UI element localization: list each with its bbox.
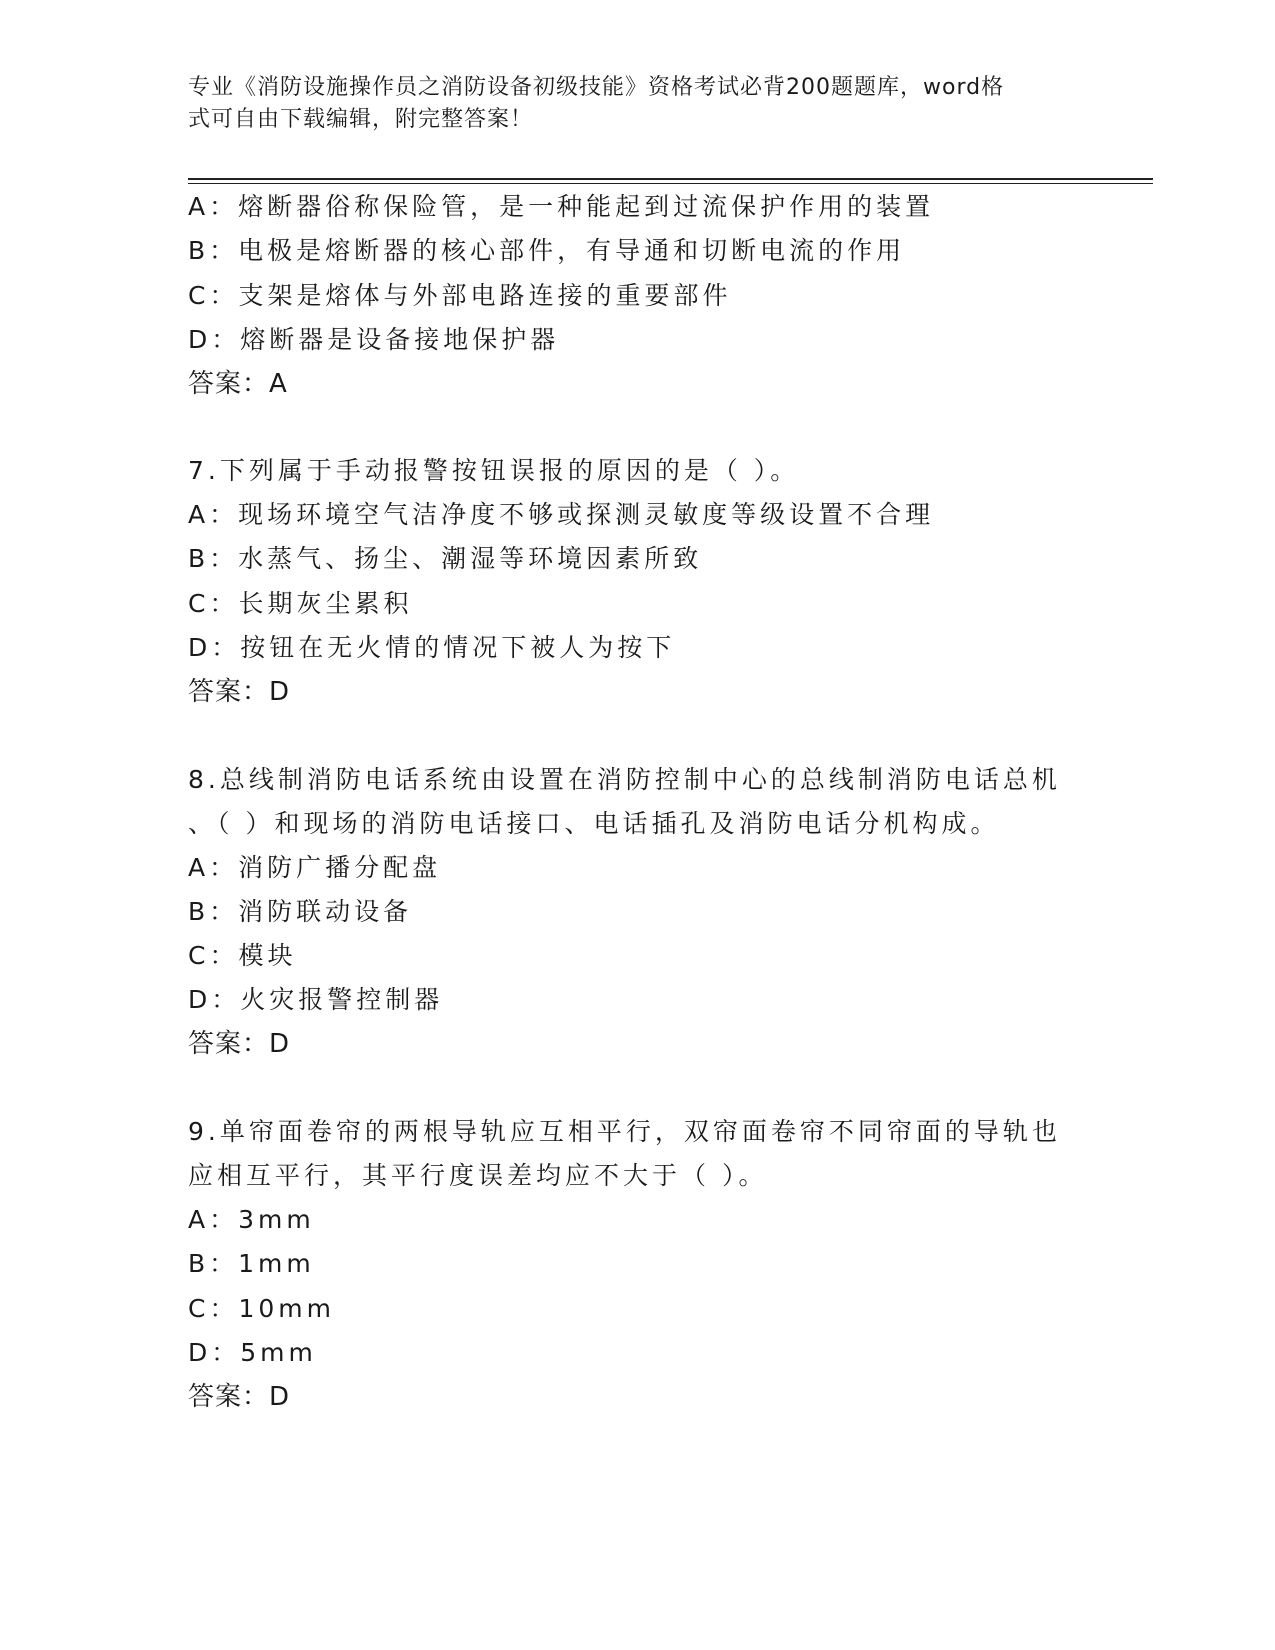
- q7-option-b: B：水蒸气、扬尘、潮湿等环境因素所致: [188, 544, 703, 573]
- q6-answer: 答案：A: [188, 369, 288, 399]
- header-line-2: 式可自由下载编辑，附完整答案！: [188, 107, 534, 132]
- q8-option-c: C：模块: [188, 941, 297, 970]
- q8-question-line-1: 8.总线制消防电话系统由设置在消防控制中心的总线制消防电话总机: [188, 765, 1061, 794]
- q9-question-line-2: 应相互平行，其平行度误差均应不大于（ ）。: [188, 1161, 768, 1190]
- q6-option-b: B：电极是熔断器的核心部件，有导通和切断电流的作用: [188, 236, 906, 265]
- header-line-1: 专业《消防设施操作员之消防设备初级技能》资格考试必背200题题库，word格: [188, 75, 1005, 100]
- q8-question-line-2: 、（ ）和现场的消防电话接口、电话插孔及消防电话分机构成。: [188, 809, 1000, 838]
- q8-option-a: A：消防广播分配盘: [188, 853, 442, 882]
- header-divider-thick: [188, 178, 1153, 180]
- header-divider-thin: [188, 183, 1153, 184]
- q8-answer: 答案：D: [188, 1029, 291, 1059]
- q8-option-b: B：消防联动设备: [188, 897, 413, 926]
- q7-question: 7.下列属于手动报警按钮误报的原因的是（ ）。: [188, 456, 800, 485]
- q9-answer: 答案：D: [188, 1382, 291, 1412]
- q7-option-d: D：按钮在无火情的情况下被人为按下: [188, 633, 676, 662]
- q9-option-c: C：10mm: [188, 1294, 335, 1323]
- q9-option-b: B：1mm: [188, 1249, 315, 1278]
- q7-answer: 答案：D: [188, 677, 291, 707]
- q9-option-a: A：3mm: [188, 1205, 315, 1234]
- q6-option-d: D：熔断器是设备接地保护器: [188, 325, 560, 354]
- q9-option-d: D：5mm: [188, 1338, 317, 1367]
- q9-question-line-1: 9.单帘面卷帘的两根导轨应互相平行，双帘面卷帘不同帘面的导轨也: [188, 1117, 1061, 1146]
- q6-option-c: C：支架是熔体与外部电路连接的重要部件: [188, 281, 732, 310]
- q7-option-a: A：现场环境空气洁净度不够或探测灵敏度等级设置不合理: [188, 500, 935, 529]
- q7-option-c: C：长期灰尘累积: [188, 589, 413, 618]
- q8-option-d: D：火灾报警控制器: [188, 985, 444, 1014]
- q6-option-a: A：熔断器俗称保险管，是一种能起到过流保护作用的装置: [188, 192, 935, 221]
- document-header: [188, 72, 1068, 136]
